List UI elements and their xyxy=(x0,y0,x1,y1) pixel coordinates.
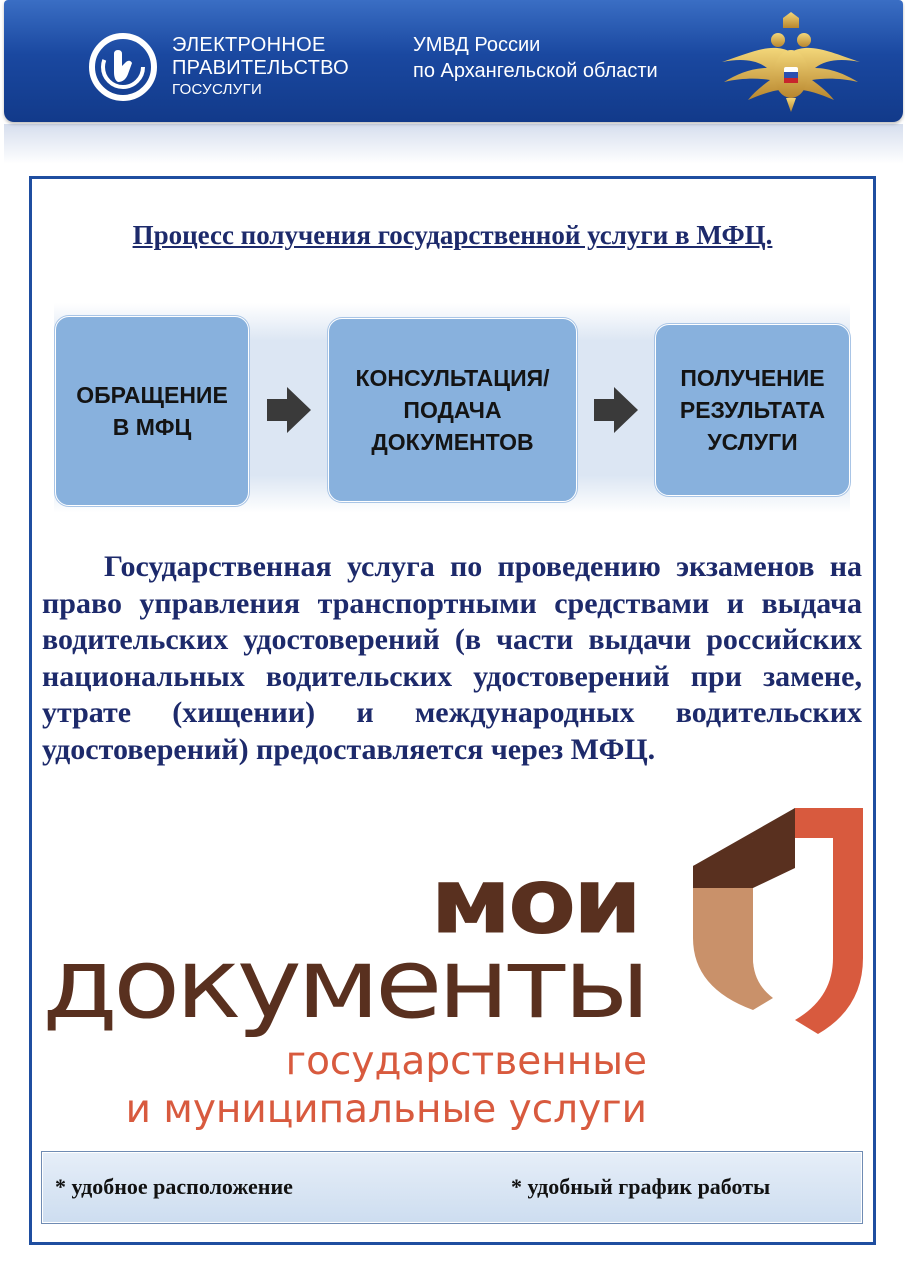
moi-dokumenty-shield-icon xyxy=(693,808,863,1034)
page-title: Процесс получения государственной услуги в МФЦ. xyxy=(132,220,773,250)
process-step-appeal: ОБРАЩЕНИЕ В МФЦ xyxy=(55,316,249,506)
right-arrow-icon xyxy=(594,387,638,433)
logo-subtitle-line1: государственные xyxy=(285,1039,647,1084)
process-step-result: ПОЛУЧЕНИЕ РЕЗУЛЬТАТА УСЛУГИ xyxy=(655,324,850,496)
agency-line2: по Архангельской области xyxy=(413,60,658,82)
banner-reflection xyxy=(4,124,903,164)
process-step-consultation: КОНСУЛЬТАЦИЯ/ ПОДАЧА ДОКУМЕНТОВ xyxy=(328,318,577,502)
logo-subtitle-line2: и муниципальные услуги xyxy=(125,1087,647,1132)
right-arrow-icon xyxy=(267,387,311,433)
agency-name xyxy=(413,32,658,84)
service-description: Государственная услуга по проведению экзаменов на право управления транспортными средствами и выдача водительских удостоверений (в части выдачи российских национальных водительских удостоверений при замене, утрате (хищении) и международных водительских удостоверений) предоставляется через МФЦ. xyxy=(42,550,862,766)
feature-location: * удобное расположение xyxy=(55,1174,293,1199)
gosuslugi-line3: ГОСУСЛУГИ xyxy=(172,81,263,98)
gosuslugi-logo-icon xyxy=(88,32,158,102)
gosuslugi-line2: ПРАВИТЕЛЬСТВО xyxy=(172,57,349,79)
logo-word-moi: мои xyxy=(430,846,639,955)
double-headed-eagle-emblem-icon xyxy=(712,12,870,114)
header-banner xyxy=(4,0,903,122)
gosuslugi-line1: ЭЛЕКТРОННОЕ xyxy=(172,34,326,56)
gosuslugi-text xyxy=(172,34,349,100)
feature-schedule: * удобный график работы xyxy=(511,1174,771,1199)
agency-line1: УМВД России xyxy=(413,34,541,56)
logo-word-dokumenty: документы xyxy=(42,927,646,1040)
